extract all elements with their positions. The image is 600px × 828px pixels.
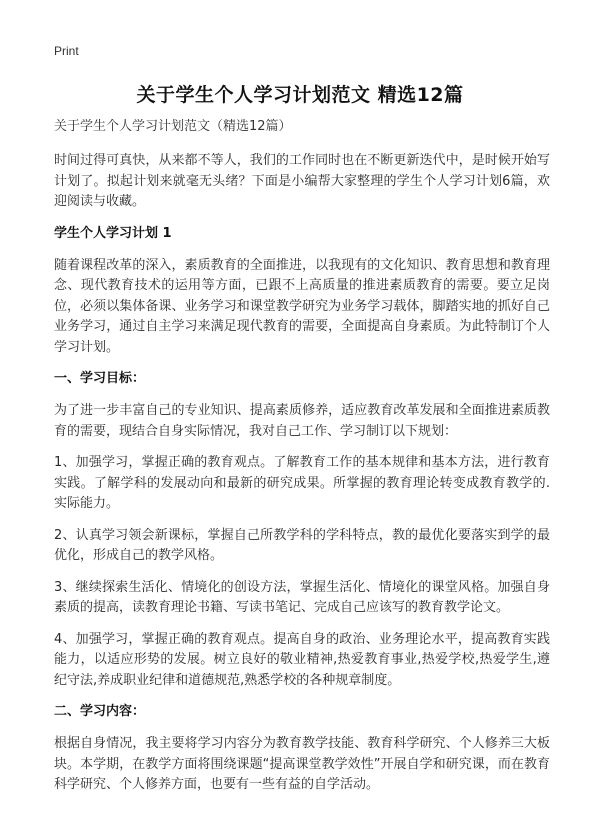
document-subtitle: 关于学生个人学习计划范文（精选12篇） [54, 119, 292, 134]
goal-item-4: 4、加强学习，掌握正确的教育观点。提高自身的政治、业务理论水平，提高教育实践能力，以适应形势的发展。树立良好的敬业精神,热爱教育事业,热爱学校,热爱学生,遵纪守法,养成职业纪律和道德规范,熟悉学校的各种规章制度。 [54, 631, 550, 688]
plan-1-paragraph: 随着课程改革的深入，素质教育的全面推进，以我现有的文化知识、教育思想和教育理念、现代教育技术的运用等方面，已跟不上高质量的推进素质教育的需要。要立足岗位，必须以集体备课、业务学习和课堂教学研究为业务学习载体，脚踏实地的抓好自己业务学习，通过自主学习来满足现代教育的需要，全面提高自身素质。为此特制订个人学习计划。 [54, 257, 550, 355]
goals-intro-paragraph: 为了进一步丰富自己的专业知识、提高素质修养，适应教育改革发展和全面推进素质教育的需要，现结合自身实际情况，我对自己工作、学习制订以下规划： [54, 403, 550, 439]
content-paragraph: 根据自身情况，我主要将学习内容分为教育教学技能、教育科学研究、个人修养三大板块。本学期，在教学方面将围绕课题“提高课堂教学效性”开展自学和研究课，而在教育科学研究、个人修养方面，也要有一些有益的自学活动。 [54, 736, 550, 792]
document-title: 关于学生个人学习计划范文 精选12篇 [136, 84, 464, 106]
section-heading-content: 二、学习内容： [54, 704, 146, 719]
goal-item-1: 1、加强学习，掌握正确的教育观点。了解教育工作的基本规律和基本方法，进行教育实践。了解学科的发展动向和最新的研究成果。所掌握的教育理论转变成教育教学的.实际能力。 [54, 455, 550, 511]
goal-item-3: 3、继续探索生活化、情境化的创设方法，掌握生活化、情境化的课堂风格。加强自身素质的提高，读教育理论书籍、写读书笔记、完成自己应该写的教育教学论文。 [54, 579, 550, 615]
section-heading-plan-1: 学生个人学习计划 1 [54, 225, 172, 241]
intro-paragraph: 时间过得可真快，从来都不等人，我们的工作同时也在不断更新迭代中，是时候开始写计划了。拟起计划来就毫无头绪？下面是小编帮大家整理的学生个人学习计划6篇，欢迎阅读与收藏。 [54, 153, 550, 209]
section-heading-goals: 一、学习目标： [54, 371, 146, 386]
document-body [54, 117, 550, 807]
goal-item-2: 2、认真学习领会新课标，掌握自己所教学科的学科特点，教的最优化要落实到学的最优化，形成自己的教学风格。 [54, 527, 550, 563]
print-label[interactable]: Print [54, 44, 79, 58]
